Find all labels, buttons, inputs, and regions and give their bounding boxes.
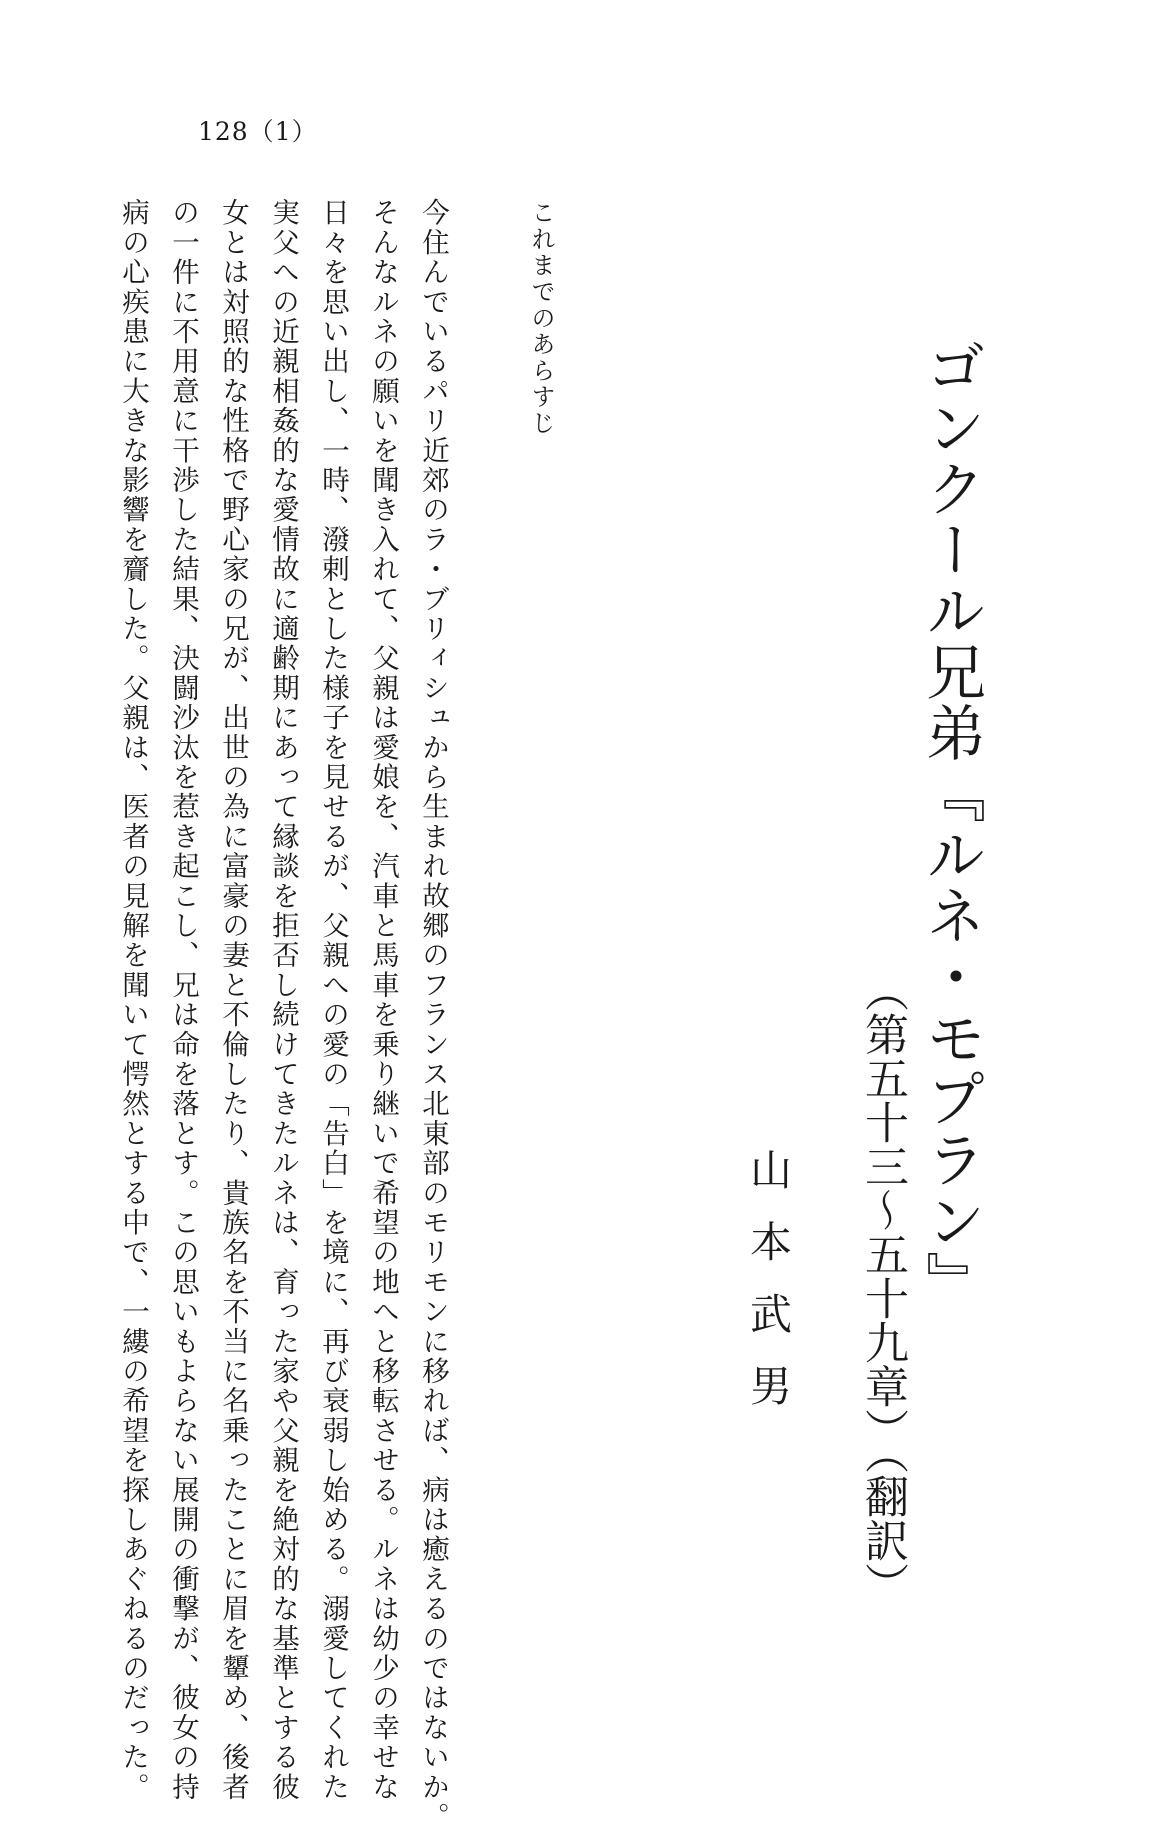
synopsis-line-5: 女とは対照的な性格で野心家の兄が、出世の為に富豪の妻と不倫したり、貴族名を不当に名乗ったことに眉を顰め、後者 [217, 198, 249, 1802]
synopsis-line-4: 実父への近親相姦的な愛情故に適齢期にあって縁談を拒否し続けてきたルネは、育った家や父親を絶対的な基準とする彼 [267, 198, 299, 1802]
synopsis-line-1: 今住んでいるパリ近郊のラ・ブリィシュから生まれ故郷のフランス北東部のモリモンに移れば、病は癒えるのではないか。 [417, 198, 449, 1832]
article-subtitle: （第五十三〜五十九章）（翻訳） [857, 968, 908, 1606]
page-number: 128（1） [198, 117, 318, 146]
synopsis-body [108, 198, 458, 1832]
synopsis-heading: これまでのあらすじ [527, 200, 555, 437]
synopsis-line-7: 病の心疾患に大きな影響を齎した。父親は、医者の見解を聞いて愕然とする中で、一縷の希望を探しあぐねるのだった。 [117, 198, 149, 1802]
synopsis-line-6: の一件に不用意に干渉した結果、決闘沙汰を惹き起こし、兄は命を落とす。この思いもよらない展開の衝撃が、彼女の持 [167, 198, 199, 1802]
synopsis-line-3: 日々を思い出し、一時、潑剌とした様子を見せるが、父親への愛の「告白」を境に、再び衰弱し始める。溺愛してくれた [317, 198, 349, 1802]
author-name: 山本武男 [744, 1148, 793, 1436]
synopsis-line-2: そんなルネの願いを聞き入れて、父親は愛娘を、汽車と馬車を乗り継いで希望の地へと移転させる。ルネは幼少の幸せな [367, 198, 399, 1802]
article-title: ゴンクール兄弟『ルネ・モプラン』 [916, 336, 986, 1312]
